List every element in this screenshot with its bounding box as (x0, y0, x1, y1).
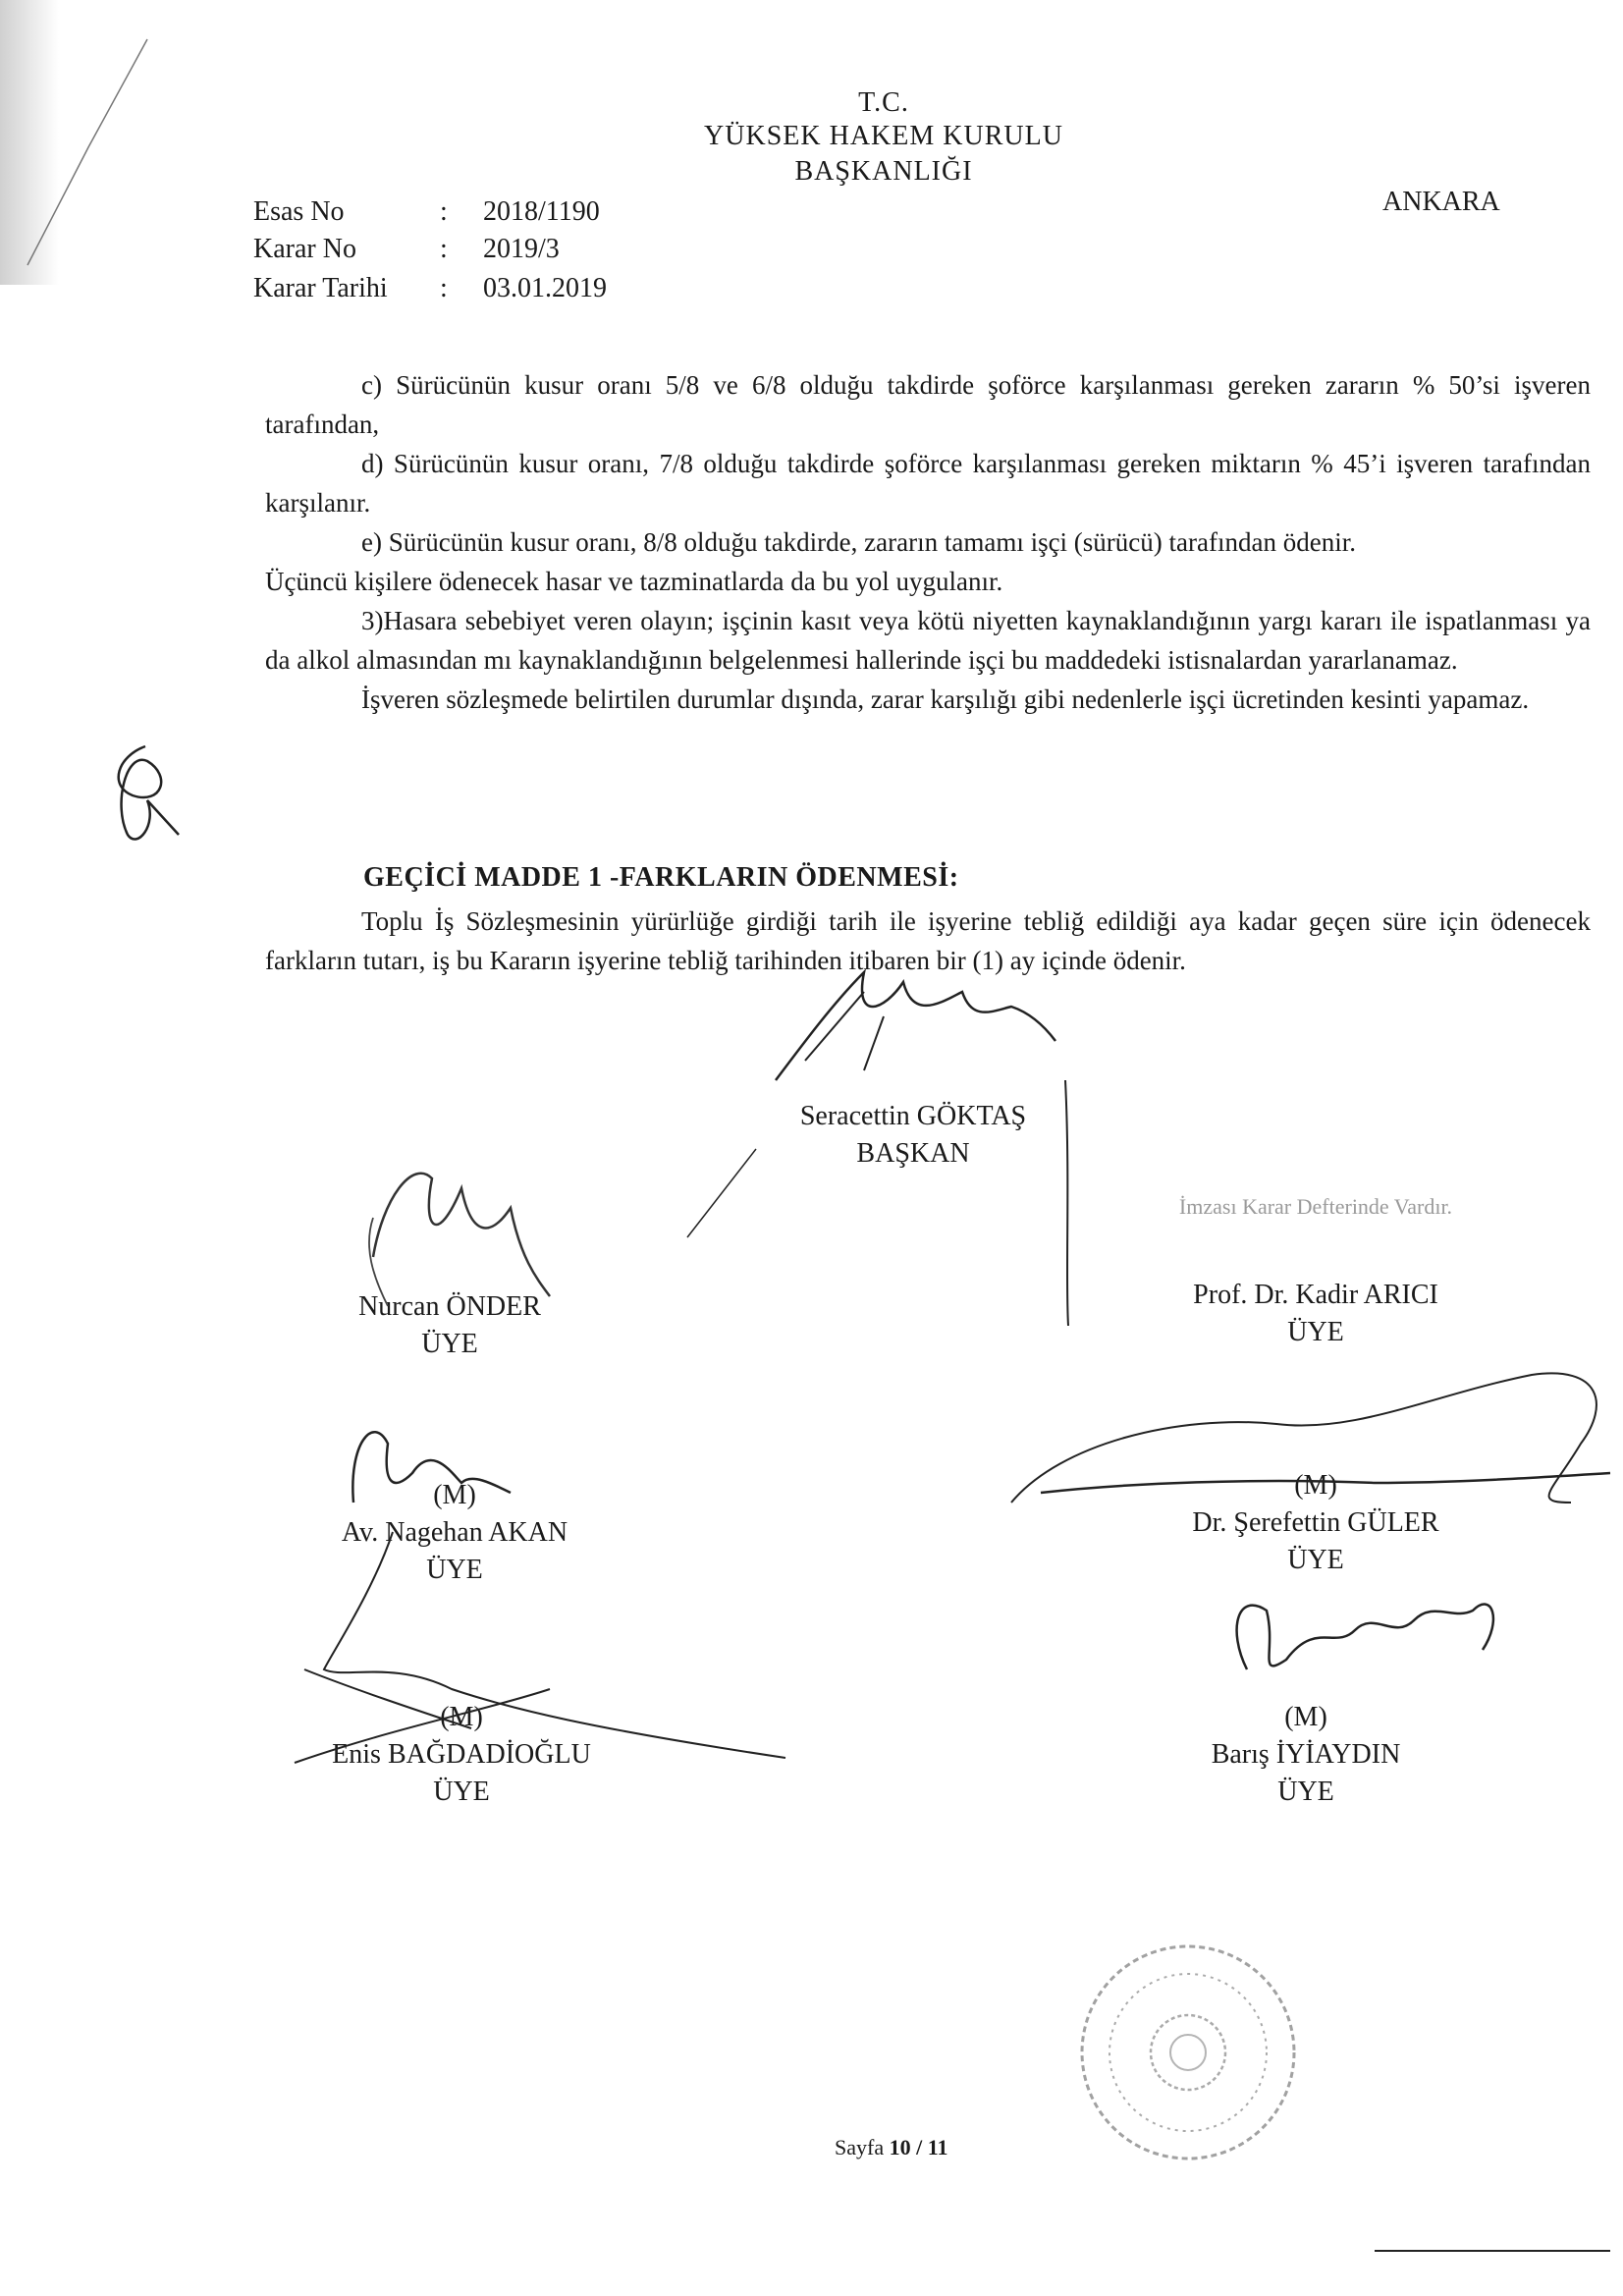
meta-value: 2019/3 (483, 234, 560, 264)
signature-member-1-icon (373, 1174, 550, 1296)
signatory-role: ÜYE (433, 1777, 490, 1807)
scan-edge-line (27, 39, 147, 265)
signature-chair-stroke (805, 992, 884, 1070)
margin-initial-icon (119, 746, 179, 840)
signature-chair-mark (687, 1149, 756, 1237)
meta-label: Esas No (253, 196, 345, 227)
signatory-name: Dr. Şerefettin GÜLER (1192, 1507, 1439, 1538)
meta-value: 2018/1190 (483, 196, 600, 227)
signatory-role: BAŞKAN (856, 1138, 970, 1169)
paragraph-deductions: İşveren sözleşmede belirtilen durumlar dışında, zarar karşılığı gibi nedenlerle işçi ücretinden kesinti yapamaz. (361, 684, 1530, 714)
paragraph-e: e) Sürücünün kusur oranı, 8/8 olduğu takdirde, zararın tamamı işçi (sürücü) tarafından ödenir. (361, 527, 1356, 557)
paragraph-d: d) Sürücünün kusur oranı, 7/8 olduğu takdirde şoförce karşılanması gereken miktarın % 45’i işveren tarafından karşılanır. (265, 449, 1591, 518)
signatory-name: Nurcan ÖNDER (358, 1291, 541, 1322)
article-text: Toplu İş Sözleşmesinin yürürlüğe girdiği tarih ile işyerine tebliğ edildiği aya kadar geçen süre için ödenecek farkların tutarı, iş bu Kararın işyerine tebliğ tarihinden itibaren bir (1) ay içinde ödenir. (265, 906, 1591, 975)
signature-member-3-icon (352, 1432, 511, 1503)
meta-sep: : (440, 273, 448, 303)
signature-member-3-tail (324, 1532, 785, 1758)
signatory-name: Av. Nagehan AKAN (341, 1517, 568, 1548)
header-presidency: BAŞKANLIĞI (794, 156, 973, 187)
meta-sep: : (440, 196, 448, 227)
signatory-role: ÜYE (1287, 1545, 1344, 1575)
meta-sep: : (440, 234, 448, 264)
page-label: Sayfa (835, 2135, 885, 2159)
page-current: 10 (889, 2135, 911, 2159)
signatory-mark: (M) (1284, 1702, 1327, 1732)
signatory-role: ÜYE (1277, 1777, 1334, 1807)
signatory-name: Prof. Dr. Kadir ARICI (1193, 1280, 1438, 1310)
signatory-role: ÜYE (426, 1555, 483, 1585)
signature-member-4-stroke (1041, 1473, 1610, 1493)
signature-chair-icon (776, 972, 1055, 1080)
signature-member-6-icon (1237, 1605, 1493, 1669)
page-sep: / (916, 2135, 923, 2159)
header-tc: T.C. (858, 87, 909, 118)
meta-value: 03.01.2019 (483, 273, 607, 303)
header-institution: YÜKSEK HAKEM KURULU (704, 121, 1063, 151)
header-city: ANKARA (1382, 187, 1500, 217)
paragraph-third-parties: Üçüncü kişilere ödenecek hasar ve tazminatlarda da bu yol uygulanır. (265, 567, 1003, 596)
signatory-mark: (M) (1294, 1470, 1337, 1501)
paragraph-c: c) Sürücünün kusur oranı 5/8 ve 6/8 olduğu takdirde şoförce karşılanması gereken zararın % 50’si işveren tarafından, (265, 370, 1591, 439)
paragraph-3: 3)Hasara sebebiyet veren olayın; işçinin kasıt veya kötü niyetten kaynaklandığının yargı kararı ile ispatlanması ya da alkol almasından mı kaynaklandığının belgelenmesi hallerinde işçi bu maddedeki istisnalardan yararlanamaz. (265, 606, 1591, 675)
signatory-name: Barış İYİAYDIN (1211, 1739, 1401, 1770)
signature-note: İmzası Karar Defterinde Vardır. (1178, 1194, 1453, 1219)
article-heading: GEÇİCİ MADDE 1 -FARKLARIN ÖDENMESİ: (363, 862, 959, 893)
page-total: 11 (927, 2135, 948, 2159)
signatory-role: ÜYE (1287, 1317, 1344, 1347)
meta-label: Karar No (253, 234, 356, 264)
signatory-mark: (M) (433, 1480, 476, 1510)
signature-chair-tail (1065, 1080, 1068, 1326)
signature-member-5-icon (295, 1669, 550, 1763)
signatory-name: Seracettin GÖKTAŞ (799, 1101, 1027, 1131)
signature-member-4-icon (1011, 1373, 1596, 1503)
meta-label: Karar Tarihi (253, 273, 388, 303)
official-seal-icon (1082, 1946, 1294, 2159)
signatory-mark: (M) (440, 1702, 483, 1732)
signatory-name: Enis BAĞDADİOĞLU (332, 1739, 591, 1770)
signatory-role: ÜYE (421, 1329, 478, 1359)
